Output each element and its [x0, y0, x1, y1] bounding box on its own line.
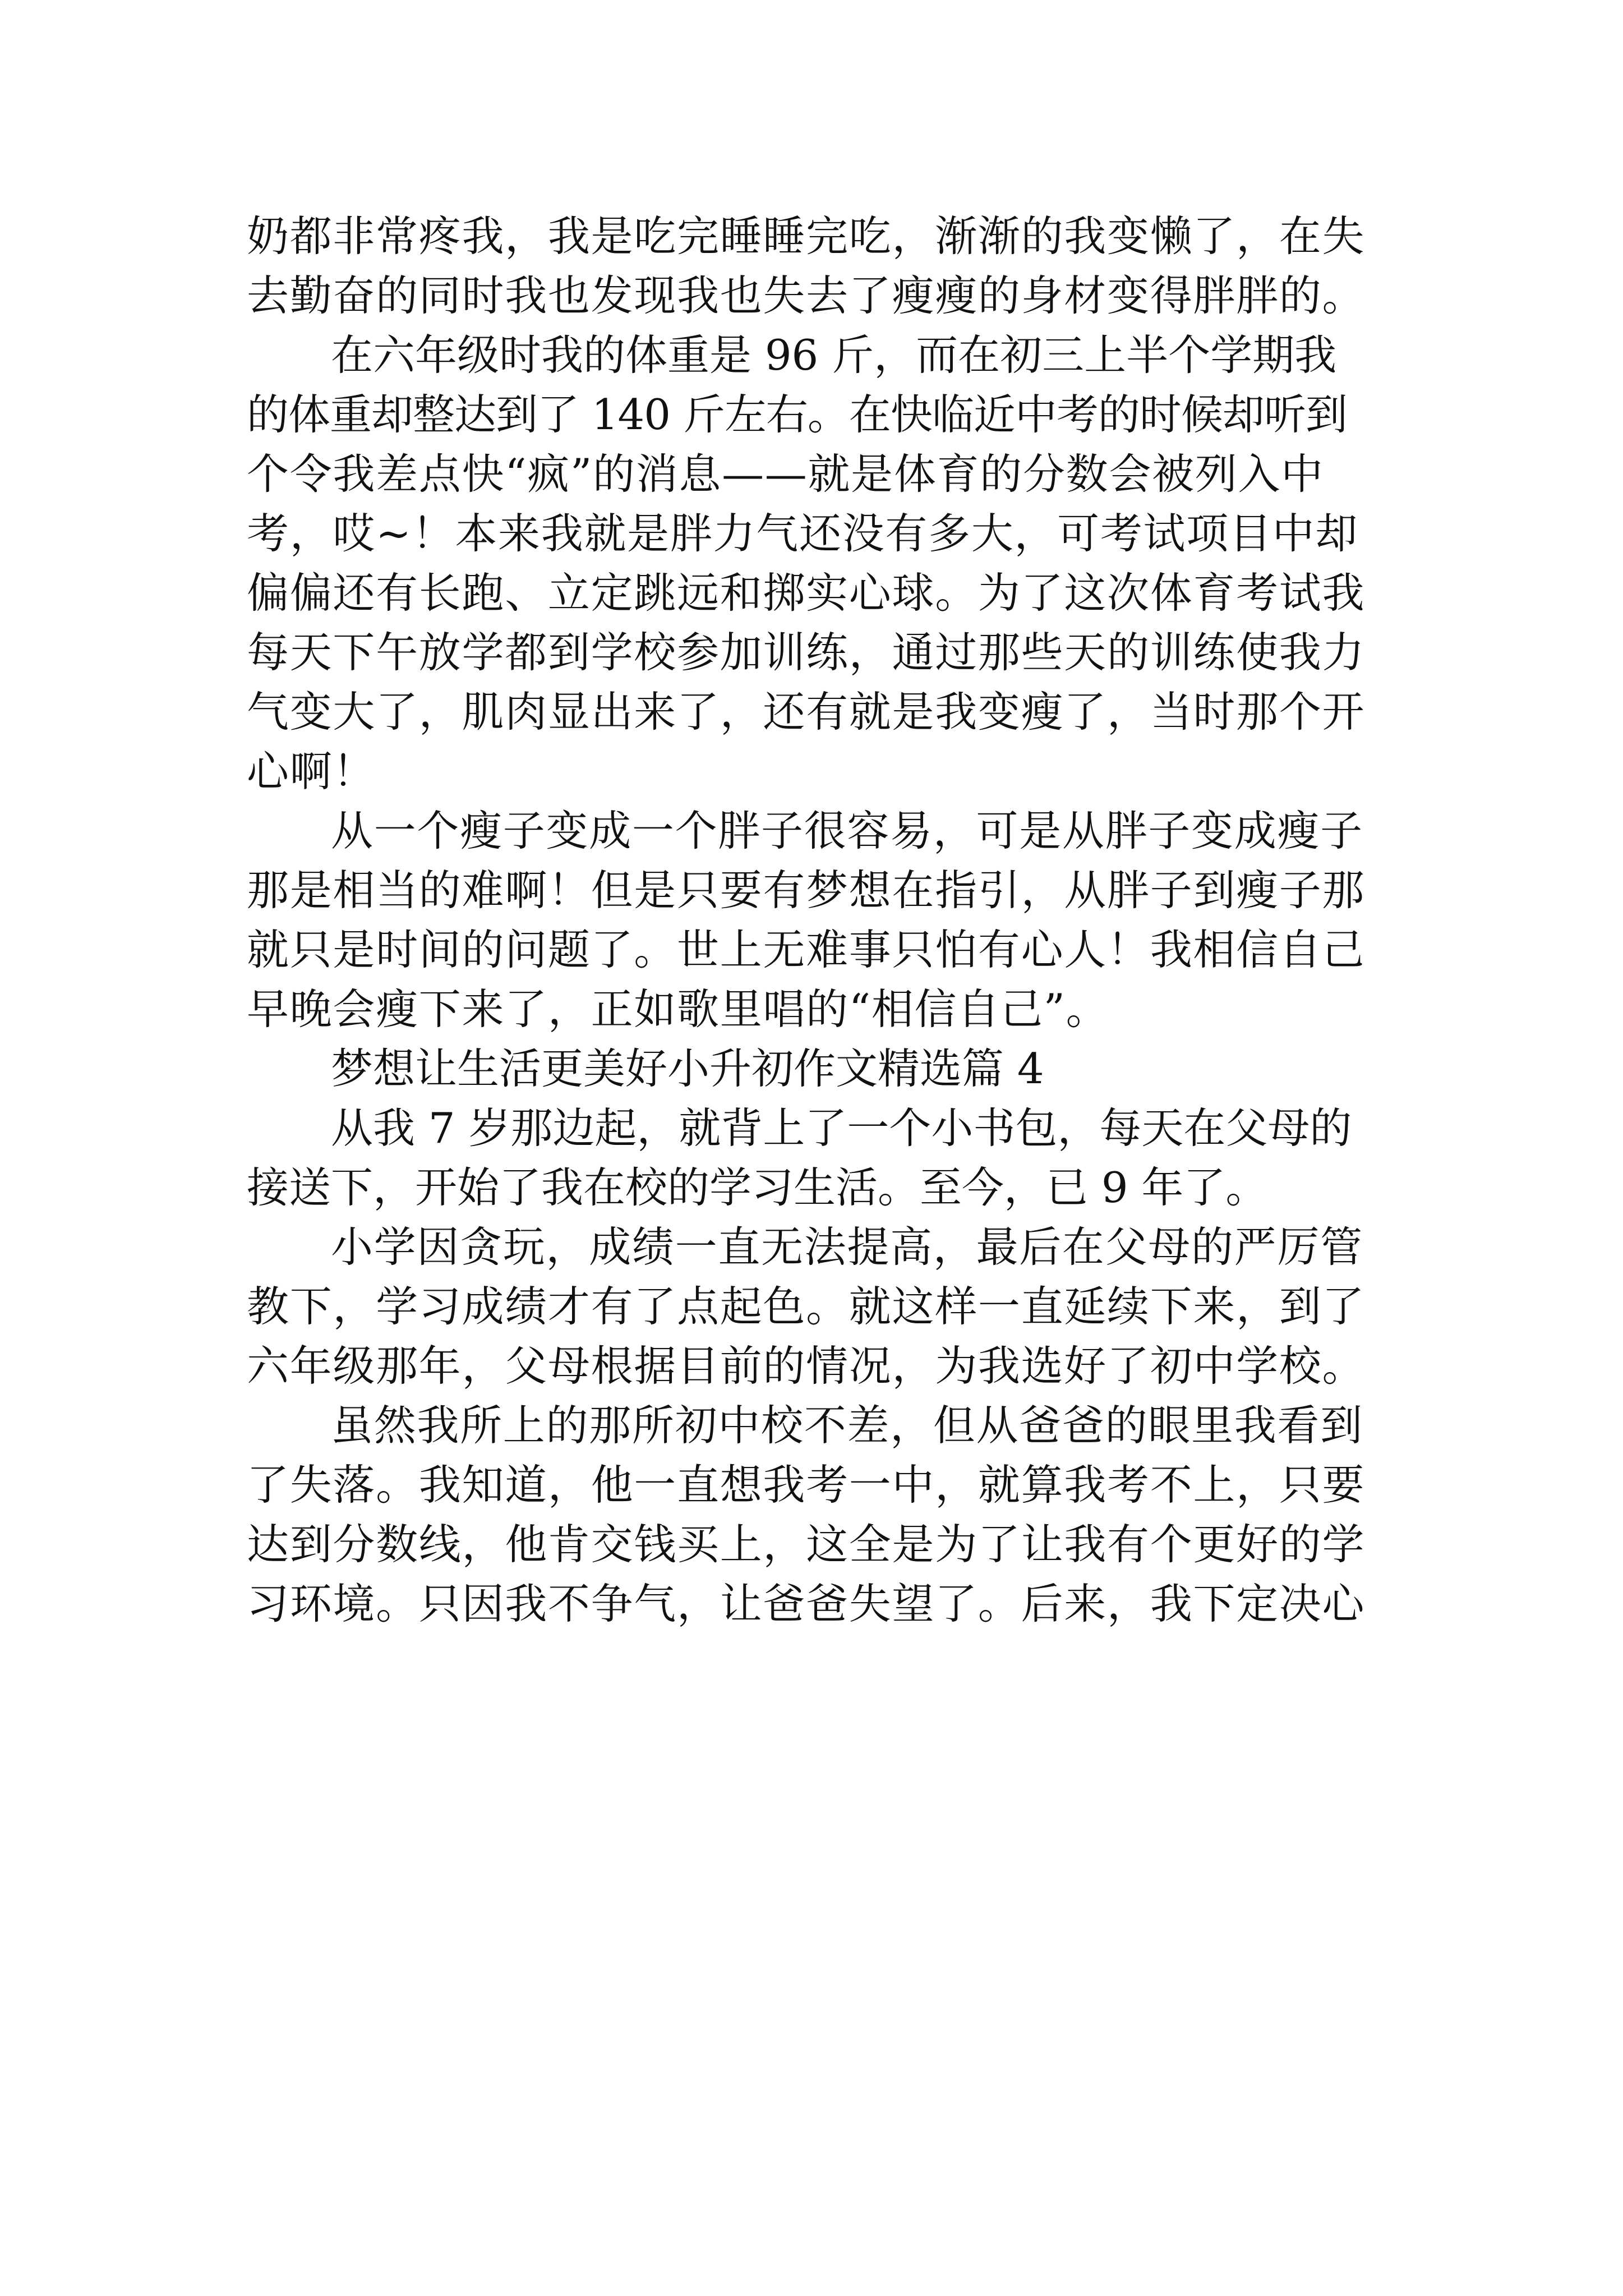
section-heading: 梦想让生活更美好小升初作文精选篇 4 [331, 1044, 1044, 1093]
text-line: 虽然我所上的那所初中校不差，但从爸爸的眼里我看到 [331, 1401, 1363, 1450]
text-line: 那是相当的难啊！但是只要有梦想在指引，从胖子到瘦子那 [247, 866, 1366, 915]
text-line: 个令我差点快“疯”的消息——就是体育的分数会被列入中 [247, 449, 1324, 499]
text-line: 习环境。只因我不争气，让爸爸失望了。后来，我下定决心 [247, 1579, 1366, 1628]
text-line: 了失落。我知道，他一直想我考一中，就算我考不上，只要 [247, 1460, 1366, 1510]
text-line: 心啊！ [247, 747, 376, 796]
text-line: 偏偏还有长跑、立定跳远和掷实心球。为了这次体育考试我 [247, 568, 1366, 618]
text-line: 从一个瘦子变成一个胖子很容易，可是从胖子变成瘦子 [331, 806, 1363, 855]
text-line: 六年级那年，父母根据目前的情况，为我选好了初中学校。 [247, 1341, 1366, 1391]
text-line: 去勤奋的同时我也发现我也失去了瘦瘦的身材变得胖胖的。 [247, 271, 1366, 320]
text-line: 小学因贪玩，成绩一直无法提高，最后在父母的严厉管 [331, 1222, 1363, 1272]
essay-body [247, 206, 1391, 1634]
text-line: 接送下，开始了我在校的学习生活。至今，已 9 年了。 [247, 1163, 1268, 1212]
text-line: 从我 7 岁那边起，就背上了一个小书包，每天在父母的 [331, 1103, 1352, 1153]
text-line: 考，哎~！本来我就是胖力气还没有多大，可考试项目中却 [247, 509, 1359, 558]
text-line: 在六年级时我的体重是 96 斤，而在初三上半个学期我 [331, 330, 1337, 380]
text-line: 的体重却整达到了 140 斤左右。在快临近中考的时候却听到 [247, 390, 1347, 439]
text-line: 气变大了，肌肉显出来了，还有就是我变瘦了，当时那个开 [247, 687, 1366, 737]
text-line: 就只是时间的问题了。世上无难事只怕有心人！我相信自己 [247, 925, 1366, 974]
text-line: 每天下午放学都到学校参加训练，通过那些天的训练使我力 [247, 628, 1366, 677]
text-line: 教下，学习成绩才有了点起色。就这样一直延续下来，到了 [247, 1282, 1366, 1331]
text-line: 奶都非常疼我，我是吃完睡睡完吃，渐渐的我变懒了，在失 [247, 211, 1366, 261]
text-line: 早晚会瘦下来了，正如歌里唱的“相信自己”。 [247, 984, 1109, 1034]
text-line: 达到分数线，他肯交钱买上，这全是为了让我有个更好的学 [247, 1520, 1366, 1569]
